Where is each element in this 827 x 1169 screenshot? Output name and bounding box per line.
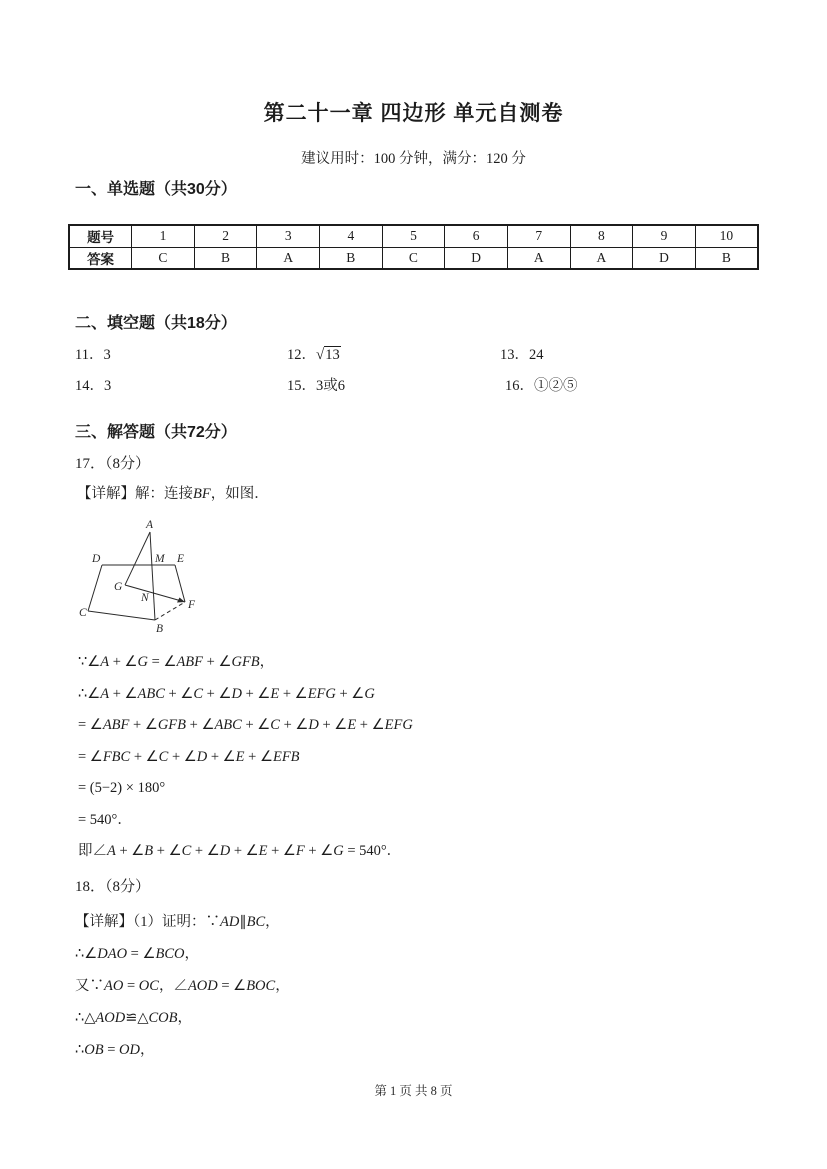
section-heading-solutions: 三、解答题（共72分） <box>75 424 237 441</box>
fill-item-13: 13．24 <box>500 347 544 363</box>
edge-DC <box>88 565 102 611</box>
table-cell: B <box>194 247 257 269</box>
page-subtitle: 建议用时：100 分钟，满分：120 分 <box>301 151 526 167</box>
fill-item-15: 15．3或6 <box>287 378 345 394</box>
table-cell: 7 <box>507 225 570 247</box>
question-18-heading: 18．（8分） <box>75 879 151 895</box>
solution-17-intro: 【详解】解：连接BF，如图． <box>77 486 269 502</box>
edge-GF <box>125 585 185 602</box>
table-cell: 9 <box>633 225 696 247</box>
table-cell: 2 <box>194 225 257 247</box>
fill-item-14: 14．3 <box>75 378 112 394</box>
edge-EF <box>175 565 185 602</box>
page-footer: 第 1 页 共 8 页 <box>374 1084 453 1098</box>
question-17-heading: 17．（8分） <box>75 456 151 472</box>
figure-label-b: B <box>156 623 164 635</box>
table-row-answers <box>69 247 758 269</box>
sqrt-radical-sign: √ <box>316 347 325 363</box>
equation-line: = ∠FBC + ∠C + ∠D + ∠E + ∠EFB <box>78 748 300 765</box>
equation-line: ∵∠A + ∠G = ∠ABF + ∠GFB， <box>78 654 275 670</box>
figure-label-e: E <box>177 553 185 565</box>
sqrt-radicand: 13 <box>325 347 340 363</box>
fill-item-11: 11．3 <box>75 347 111 363</box>
answer-table <box>68 224 759 270</box>
figure-label-g: G <box>114 581 123 593</box>
table-cell: 4 <box>320 225 383 247</box>
fill-item-12: 12．√13 <box>287 347 340 363</box>
edge-AB <box>150 532 155 620</box>
page-title: 第二十一章 四边形 单元自测卷 <box>263 102 564 125</box>
figure-label-a: A <box>146 519 154 531</box>
solution-line: ∴OB = OD， <box>75 1042 155 1058</box>
table-cell: 1 <box>132 225 195 247</box>
table-cell: A <box>507 247 570 269</box>
table-cell: D <box>633 247 696 269</box>
table-cell: A <box>257 247 320 269</box>
table-cell: 5 <box>382 225 445 247</box>
equation-line: 即∠A + ∠B + ∠C + ∠D + ∠E + ∠F + ∠G = 540°． <box>78 843 402 859</box>
table-cell: B <box>320 247 383 269</box>
table-header-cell: 题号 <box>69 225 132 247</box>
figure-label-d: D <box>92 553 101 565</box>
fill-answers-row-1 <box>75 344 827 366</box>
solution-line: 又∵AO = OC，∠AOD = ∠BOC， <box>75 978 290 994</box>
heptagon-figure-svg <box>68 509 218 639</box>
geometry-figure <box>68 509 827 639</box>
table-cell: C <box>132 247 195 269</box>
table-cell: A <box>570 247 633 269</box>
section-heading-choice: 一、单选题（共30分） <box>75 181 237 198</box>
fill-item-16: 16．①②⑤ <box>505 378 578 394</box>
table-cell: 6 <box>445 225 508 247</box>
auxiliary-line-BF <box>155 602 185 620</box>
solution-line: ∴∠DAO = ∠BCO， <box>75 946 199 962</box>
figure-label-m: M <box>155 553 165 565</box>
edge-AG <box>125 532 150 585</box>
equation-line: = (5−2) × 180° <box>78 780 166 796</box>
solution-line: 【详解】（1）证明：∵AD∥BC， <box>75 914 280 930</box>
table-cell: D <box>445 247 508 269</box>
figure-label-n: N <box>141 592 149 604</box>
table-cell: 3 <box>257 225 320 247</box>
table-header-cell: 答案 <box>69 247 132 269</box>
section-heading-fill: 二、填空题（共18分） <box>75 315 237 332</box>
table-row-question-numbers <box>69 225 758 247</box>
table-cell: B <box>695 247 758 269</box>
fill-answers-row-2 <box>75 375 827 397</box>
table-cell: 10 <box>695 225 758 247</box>
table-cell: 8 <box>570 225 633 247</box>
equation-line: = ∠ABF + ∠GFB + ∠ABC + ∠C + ∠D + ∠E + ∠EFG <box>78 717 413 733</box>
figure-label-f: F <box>188 599 196 611</box>
equation-line: = 540°． <box>78 811 132 828</box>
figure-label-c: C <box>79 607 87 619</box>
table-cell: C <box>382 247 445 269</box>
equation-line: ∴∠A + ∠ABC + ∠C + ∠D + ∠E + ∠EFG + ∠G <box>78 685 375 702</box>
edge-CB <box>88 611 155 620</box>
solution-line: ∴△AOD≌△COB， <box>75 1010 193 1026</box>
